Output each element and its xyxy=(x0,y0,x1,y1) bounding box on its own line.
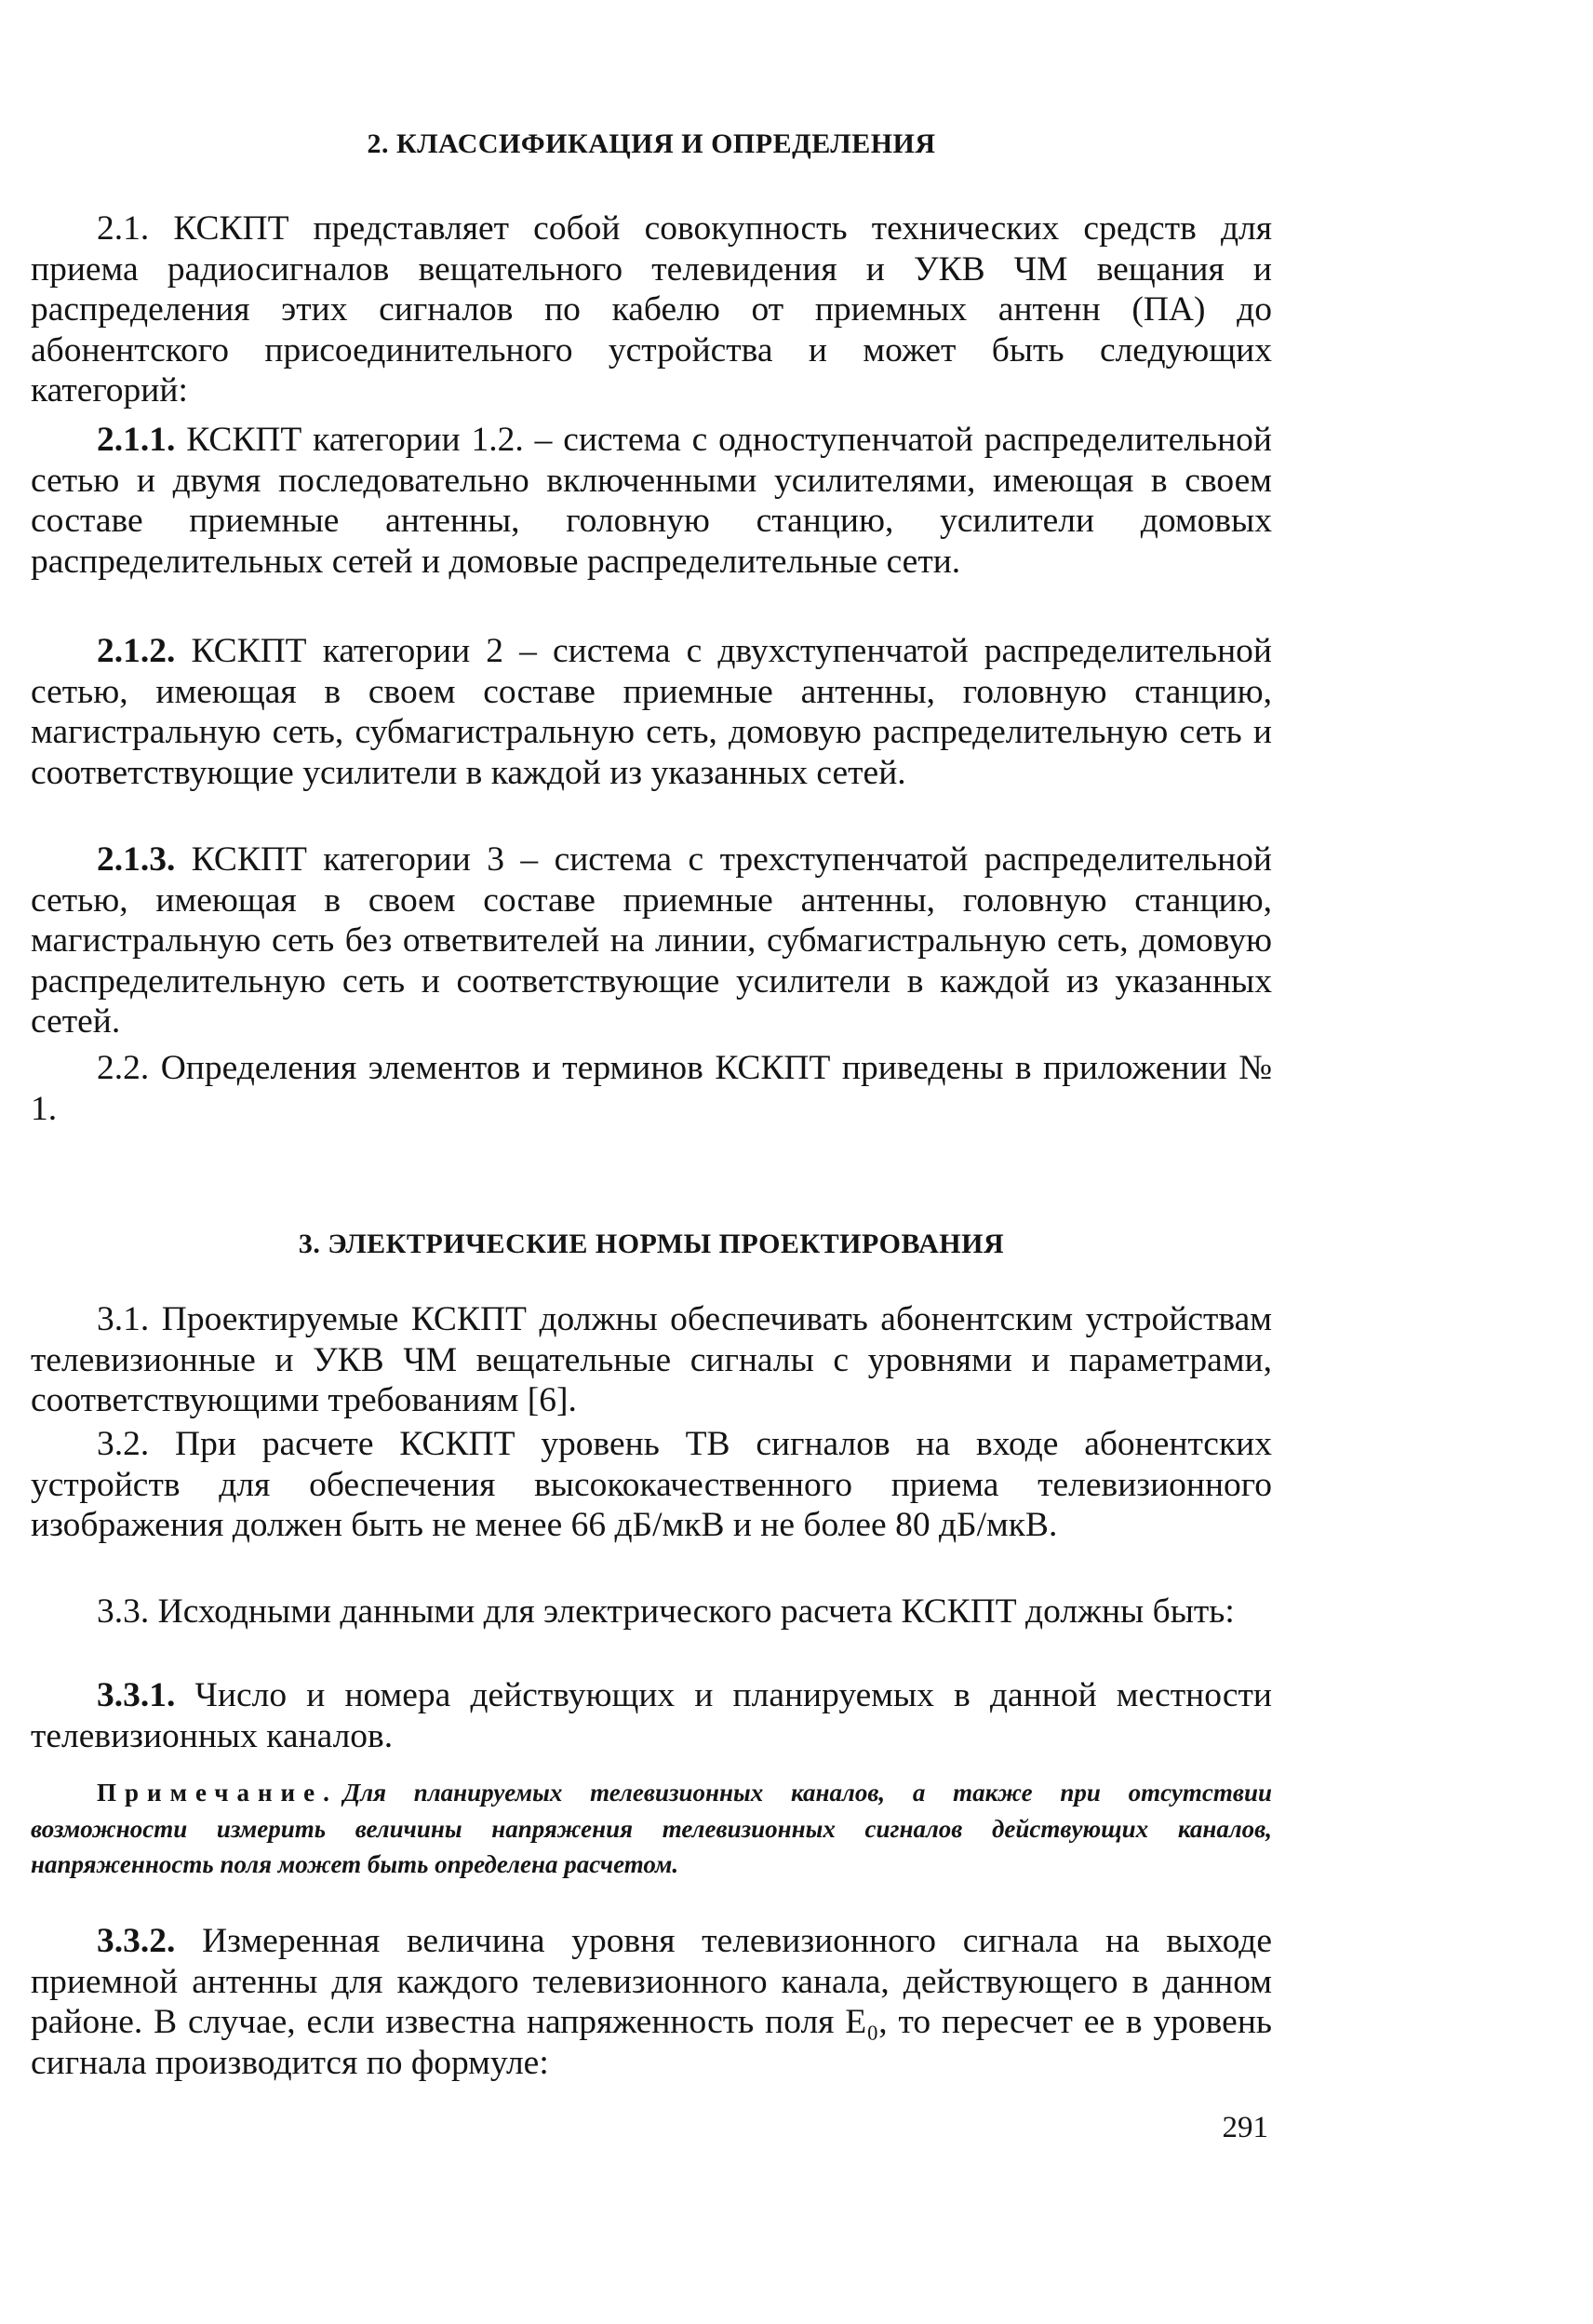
note xyxy=(31,1775,1272,1883)
paragraph-3-3-1 xyxy=(31,1675,1272,1756)
paragraph-2-1: 2.1. КСКПТ представляет собой совокупность технических средств для приема радиосигналов вещательного телевидения и УКВ ЧМ вещания и распределения этих сигналов по кабелю от приемных антенн (ПА) до абонентского присоединительного устройства и может быть следующих категорий: xyxy=(31,209,1272,410)
note-label: Примечание. xyxy=(97,1779,338,1807)
section-3-heading: 3. ЭЛЕКТРИЧЕСКИЕ НОРМЫ ПРОЕКТИРОВАНИЯ xyxy=(298,1229,1005,1259)
paragraph-3-3-2-text: Измеренная величина уровня телевизионного сигнала на выходе приемной антенны для каждого телевизионного канала, действующего в данном районе. В случае, если известна напряженность поля E₀, то пересчет ее в уровень сигнала производится по формуле: xyxy=(31,1922,1272,2082)
paragraph-3-1: 3.1. Проектируемые КСКПТ должны обеспечивать абонентским устройствам телевизионные и УКВ ЧМ вещательные сигналы с уровнями и параметрами, соответствующими требованиям [6]. xyxy=(31,1300,1272,1420)
page-number: 291 xyxy=(1222,2111,1268,2144)
paragraph-3-3-1-number: 3.3.1. xyxy=(97,1676,176,1714)
paragraph-3-3: 3.3. Исходными данными для электрического расчета КСКПТ должны быть: xyxy=(97,1592,1235,1631)
paragraph-3-2: 3.2. При расчете КСКПТ уровень ТВ сигналов на входе абонентских устройств для обеспечения высококачественного приема телевизионного изображения должен быть не менее 66 дБ/мкВ и не более 80 дБ/мкВ. xyxy=(31,1425,1272,1545)
paragraph-2-1-3-text: КСКПТ категории 3 – система с трехступенчатой распределительной сетью, имеющая в своем составе приемные антенны, головную станцию, магистральную сеть без ответвителей на линии, субмагистральную сеть, домовую распределительную сеть и соответствующие усилители в каждой из указанных сетей. xyxy=(31,840,1272,1041)
paragraph-3-3-2-number: 3.3.2. xyxy=(97,1922,176,1960)
paragraph-2-1-3 xyxy=(31,840,1272,1042)
paragraph-3-3-1-text: Число и номера действующих и планируемых в данной местности телевизионных каналов. xyxy=(31,1676,1272,1755)
paragraph-2-2: 2.2. Определения элементов и терминов КСКПТ приведены в приложении № 1. xyxy=(31,1049,1272,1128)
paragraph-2-1-1-text: КСКПТ категории 1.2. – система с одноступенчатой распределительной сетью и двумя последовательно включенными усилителями, имеющая в своем составе приемные антенны, головную станцию, усилители домовых распределительных сетей и домовые распределительные сети. xyxy=(31,421,1272,581)
paragraph-2-1-1-number: 2.1.1. xyxy=(97,421,176,459)
paragraph-2-1-3-number: 2.1.3. xyxy=(97,840,176,879)
paragraph-3-3-2 xyxy=(31,1921,1272,2083)
paragraph-2-1-2 xyxy=(31,631,1272,793)
paragraph-2-1-1 xyxy=(31,420,1272,582)
paragraph-2-1-2-number: 2.1.2. xyxy=(97,632,176,670)
section-2-heading: 2. КЛАССИФИКАЦИЯ И ОПРЕДЕЛЕНИЯ xyxy=(367,128,936,159)
paragraph-2-1-2-text: КСКПТ категории 2 – система с двухступенчатой распределительной сетью, имеющая в своем составе приемные антенны, головную станцию, магистральную сеть, субмагистральную сеть, домовую распределительную сеть и соответствующие усилители в каждой из указанных сетей. xyxy=(31,632,1272,792)
note-text: Для планируемых телевизионных каналов, а также при отсутствии возможности измерить величины напряжения телевизионных сигналов действующих каналов, напряженность поля может быть определена расчетом. xyxy=(31,1779,1272,1878)
